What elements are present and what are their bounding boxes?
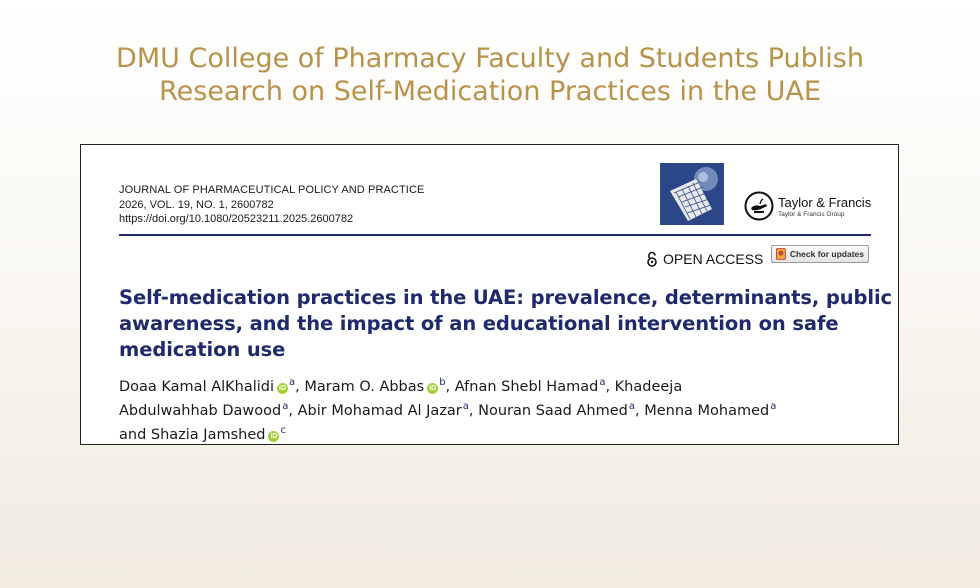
author-name[interactable]: Menna Mohamed — [644, 403, 770, 419]
title-line-3: medication use — [119, 338, 286, 361]
author-name[interactable]: Shazia Jamshed — [150, 427, 266, 443]
author-name[interactable]: Abir Mohamad Al Jazar — [297, 403, 462, 419]
orcid-icon[interactable]: iD — [270, 433, 278, 440]
open-access-label: OPEN ACCESS — [663, 251, 764, 267]
bookmark-icon — [776, 248, 786, 260]
article-header-card — [80, 144, 899, 445]
journal-cover-image — [660, 163, 724, 225]
affiliation-marker: a — [599, 377, 606, 388]
taylor-francis-lamp-icon — [744, 191, 774, 221]
open-access-badge — [646, 251, 763, 267]
authors-line-3 — [119, 421, 869, 445]
journal-name: JOURNAL OF PHARMACEUTICAL POLICY AND PRACTICE — [119, 184, 425, 196]
affiliation-marker: a — [628, 401, 635, 412]
journal-doi-link[interactable]: https://doi.org/10.1080/20523211.2025.2600782 — [119, 213, 354, 225]
title-line-1: Self-medication practices in the UAE: prevalence, determinants, public — [119, 286, 893, 309]
author-name[interactable]: Doaa Kamal AlKhalidi — [119, 379, 275, 395]
publisher-name: Taylor & Francis — [778, 194, 872, 210]
author-name[interactable]: Afnan Shebl Hamad — [454, 379, 599, 395]
publisher-group: Taylor & Francis Group — [778, 210, 845, 218]
check-for-updates-label: Check for updates — [789, 249, 864, 259]
journal-info — [119, 183, 424, 227]
header-divider — [119, 234, 871, 236]
author-name[interactable]: Maram O. Abbas — [304, 379, 425, 395]
authors-line-2: Abdulwahhab Dawood$^a$, Abir Mohamad Al Jazar$^a$, Nouran Saad Ahmed$^a$, Menna Mohamed$^a$ — [119, 401, 777, 419]
author-name-part[interactable]: Khadeeja — [614, 379, 683, 395]
title-line-2: awareness, and the impact of an educational intervention on safe — [119, 312, 839, 335]
authors-line-1: Doaa Kamal AlKhalidi iD$^a$, Maram O. Abbas iD$^b$, Afnan Shebl Hamad$^a$, Khadeeja — [119, 377, 683, 395]
headline-line-2: Research on Self-Medication Practices in the UAE — [159, 76, 821, 107]
author-name-part[interactable]: Abdulwahhab Dawood — [119, 403, 282, 419]
publisher-logo[interactable] — [744, 191, 871, 221]
affiliation-marker: c — [280, 425, 286, 436]
affiliation-marker: a — [462, 401, 469, 412]
author-name[interactable]: Nouran Saad Ahmed — [478, 403, 628, 419]
article-title — [119, 285, 893, 363]
affiliation-marker: a — [770, 401, 777, 412]
orcid-icon[interactable]: iD — [279, 385, 287, 392]
check-for-updates-button[interactable] — [771, 245, 869, 263]
orcid-icon[interactable]: iD — [429, 385, 437, 392]
affiliation-marker: a — [289, 377, 296, 388]
open-lock-icon — [646, 251, 658, 267]
journal-volume: 2026, VOL. 19, NO. 1, 2600782 — [119, 198, 274, 211]
affiliation-marker: a — [282, 401, 289, 412]
author-list — [119, 373, 869, 445]
affiliation-marker: b — [439, 377, 446, 388]
page-headline — [0, 42, 980, 108]
headline-line-1: DMU College of Pharmacy Faculty and Students Publish — [116, 43, 864, 74]
author-conjunction: and — [119, 427, 147, 443]
